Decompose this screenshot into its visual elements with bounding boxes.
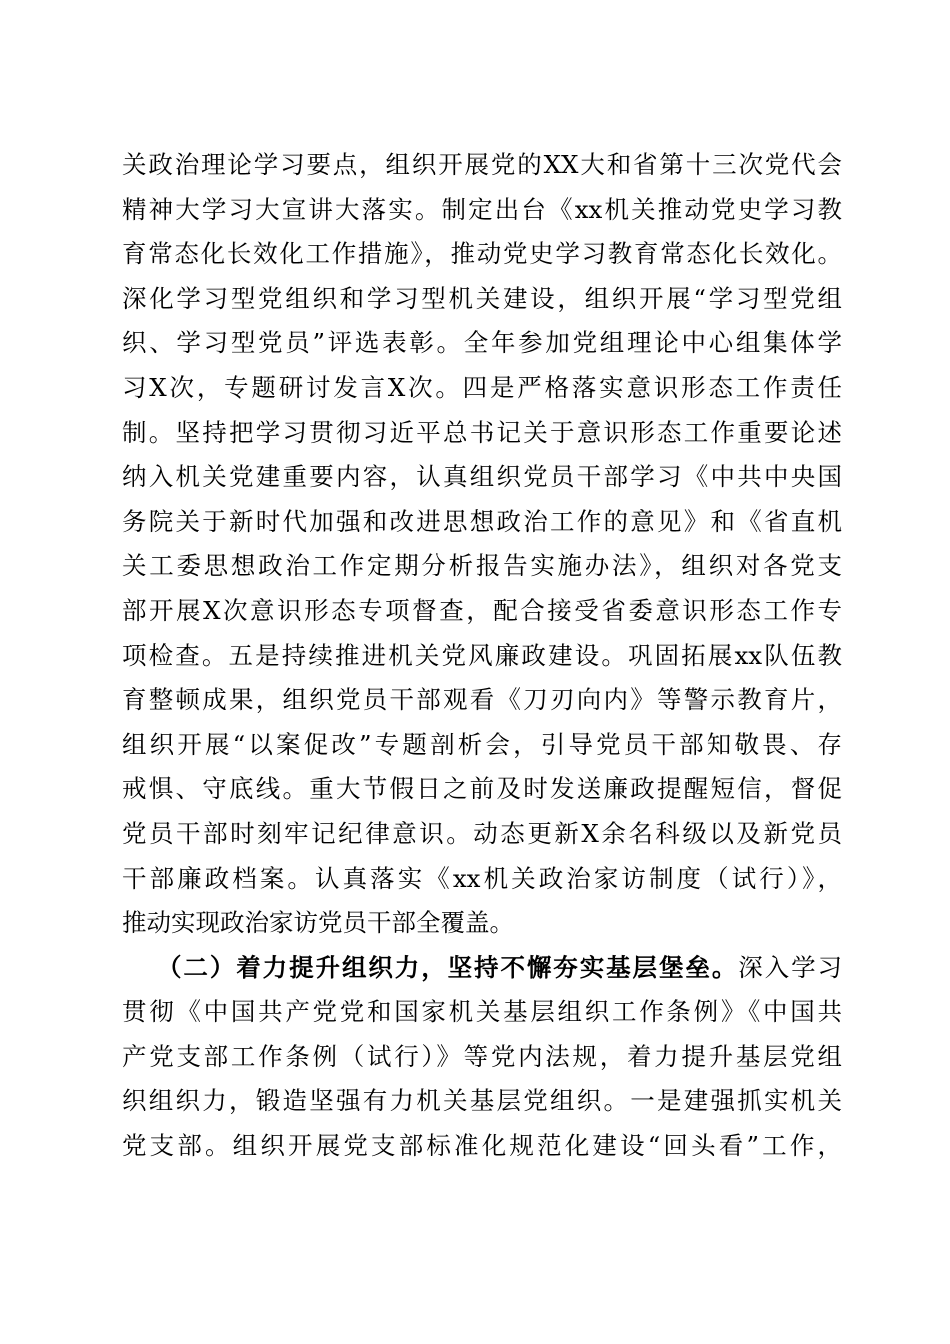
text-line: 育常态化长效化工作措施》，推动党史学习教育常态化长效化。 (122, 239, 842, 269)
text-line: 组织开展“以案促改”专题剖析会，引导党员干部知敬畏、存 (122, 729, 842, 759)
text-line: 精神大学习大宣讲大落实。制定出台《xx机关推动党史学习教 (122, 194, 842, 224)
text-line: 习X次，专题研讨发言X次。四是严格落实意识形态工作责任 (122, 372, 842, 402)
text-line: 育整顿成果，组织党员干部观看《刀刃向内》等警示教育片， (122, 685, 842, 715)
text-line: 纳入机关党建重要内容，认真组织党员干部学习《中共中央国 (122, 462, 842, 492)
paragraph-2-first-line (122, 946, 842, 991)
section-heading: （二）着力提升组织力，坚持不懈夯实基层堡垒。 (157, 952, 739, 982)
text-line: 关工委思想政治工作定期分析报告实施办法》，组织对各党支 (122, 551, 842, 581)
text-line: 关政治理论学习要点，组织开展党的XX大和省第十三次党代会 (122, 150, 842, 179)
text-line: 推动实现政治家访党员干部全覆盖。 (122, 908, 514, 938)
paragraph-1 (122, 143, 842, 946)
text-line: 产党支部工作条例（试行）》等党内法规，着力提升基层党组 (122, 1041, 842, 1071)
document-body (122, 143, 842, 1169)
text-line: 务院关于新时代加强和改进思想政治工作的意见》和《省直机 (122, 506, 842, 536)
text-line: 项检查。五是持续推进机关党风廉政建设。巩固拓展xx队伍教 (122, 640, 842, 670)
text-line: 织、学习型党员”评选表彰。全年参加党组理论中心组集体学 (122, 328, 842, 358)
text-line: 织组织力，锻造坚强有力机关基层党组织。一是建强抓实机关 (122, 1086, 842, 1116)
text-line: 深化学习型党组织和学习型机关建设，组织开展“学习型党组 (122, 283, 842, 313)
text-span: 深入学习 (738, 952, 843, 982)
text-line: 党员干部时刻牢记纪律意识。动态更新X余名科级以及新党员 (122, 818, 842, 848)
text-line: 制。坚持把学习贯彻习近平总书记关于意识形态工作重要论述 (122, 417, 842, 447)
text-line: 党支部。组织开展党支部标准化规范化建设“回头看”工作， (122, 1131, 842, 1161)
text-line: 干部廉政档案。认真落实《xx机关政治家访制度（试行）》， (122, 863, 842, 893)
text-line: 戒惧、守底线。重大节假日之前及时发送廉政提醒短信，督促 (122, 774, 842, 804)
text-line: 贯彻《中国共产党党和国家机关基层组织工作条例》《中国共 (122, 997, 842, 1027)
paragraph-2 (122, 946, 842, 1169)
text-line: 部开展X次意识形态专项督查，配合接受省委意识形态工作专 (122, 595, 842, 625)
